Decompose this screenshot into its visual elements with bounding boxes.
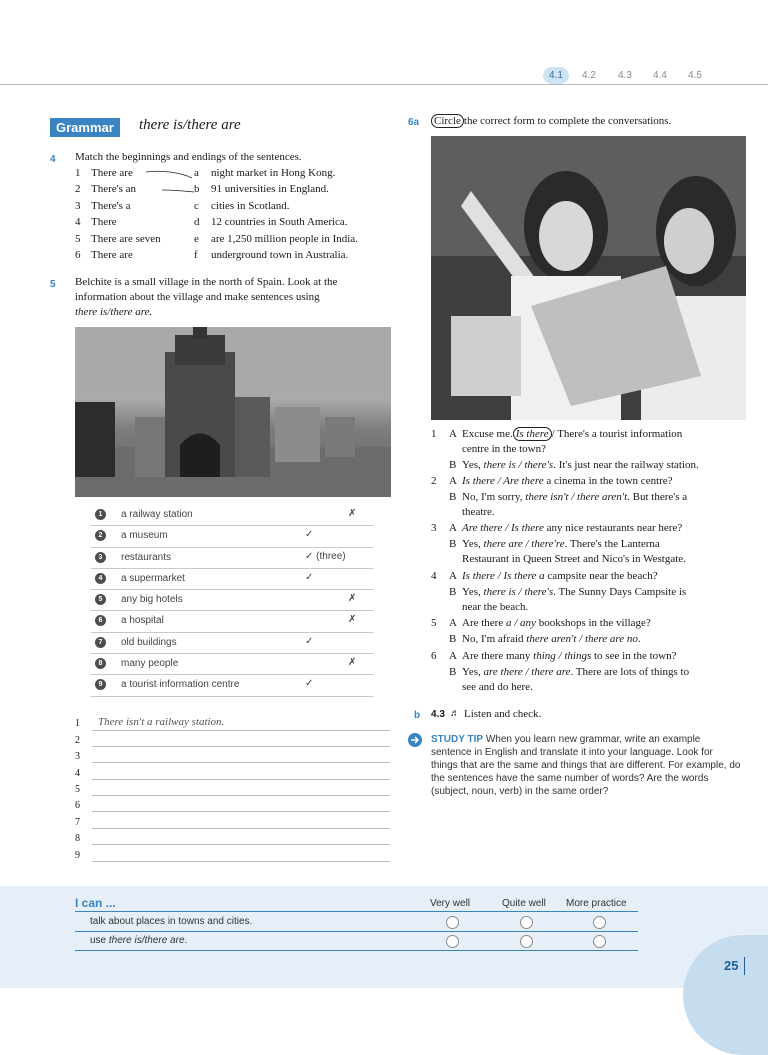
line-a [462, 521, 682, 535]
answer-line[interactable] [92, 861, 390, 862]
speaker-b: B [449, 491, 457, 503]
exercise-5-number: 5 [50, 279, 56, 290]
line-a [462, 649, 676, 663]
answer-line[interactable] [92, 762, 390, 763]
choice[interactable]: there are / there're [483, 538, 565, 550]
table-row [91, 526, 373, 547]
section-tab-4-5[interactable]: 4.5 [688, 70, 702, 81]
rating-quite-well[interactable] [520, 935, 533, 948]
answer-number: 2 [75, 735, 80, 746]
ican-col-very-well: Very well [430, 898, 471, 909]
choice[interactable]: are there / there are [483, 666, 571, 678]
table-row [91, 590, 373, 611]
study-tip-text: When you learn new grammar, write an example sentence in English and translate it into your language. Look for things that are the same and things that are different. For example, do the sentences have the same number of words? Are the words (subject, noun, verb) in the same order? [431, 734, 741, 797]
speaker-b: B [449, 666, 457, 678]
rating-very-well[interactable] [446, 916, 459, 929]
speaker-b: B [449, 459, 457, 471]
text: use [90, 935, 109, 946]
ican-title: I can ... [75, 896, 116, 910]
item-number: 9 [95, 679, 106, 690]
answer-number: 4 [75, 768, 80, 779]
ican-divider [75, 950, 638, 951]
list-item: There are [91, 167, 133, 179]
speaker-a: A [449, 570, 457, 582]
section-tab-4-3[interactable]: 4.3 [618, 70, 632, 81]
line-b [462, 585, 686, 599]
rating-quite-well[interactable] [520, 916, 533, 929]
conversation-number: 5 [431, 617, 437, 629]
cross-mark: ✗ [348, 614, 357, 626]
answer-line[interactable] [92, 730, 390, 731]
answer-line[interactable] [92, 795, 390, 796]
check-mark: ✓ [305, 571, 314, 583]
table-row [91, 569, 373, 590]
text: . It's just near the railway station. [553, 459, 699, 471]
speaker-a: A [449, 428, 457, 440]
text: a cinema in the town centre? [543, 475, 673, 487]
text: campsite near the beach? [544, 570, 658, 582]
answer-example: There isn't a railway station. [98, 716, 225, 728]
text: . There's the Lanterna [564, 538, 660, 550]
item-number: 1 [95, 509, 106, 520]
circle-word: Circle [431, 114, 464, 128]
table-row [91, 505, 373, 526]
page-number: 25 [724, 958, 739, 973]
line-b-cont: near the beach. [462, 601, 529, 613]
text: No, I'm sorry, [462, 491, 526, 503]
line-b [462, 537, 660, 551]
match-arrow [140, 168, 200, 198]
conversation-number: 3 [431, 522, 437, 534]
answer-number: 5 [75, 784, 80, 795]
check-mark: ✓ (three) [305, 550, 346, 562]
exercise-6a-instruction [431, 114, 671, 129]
list-item-letter: f [194, 249, 198, 261]
item-label: many people [121, 658, 179, 670]
item-number: 2 [95, 530, 106, 541]
item-number: 8 [95, 658, 106, 669]
speaker-b: B [449, 633, 457, 645]
line-a [462, 427, 682, 441]
list-item: cities in Scotland. [211, 200, 290, 212]
item-label: any big hotels [121, 594, 183, 606]
section-tab-4-4[interactable]: 4.4 [653, 70, 667, 81]
choice[interactable]: there is / there's [483, 459, 554, 471]
line-a [462, 616, 651, 630]
belchite-photo [75, 327, 391, 497]
ican-divider [75, 911, 638, 912]
list-item-letter: e [194, 233, 199, 245]
text: Are there many [462, 650, 534, 662]
item-label: a hospital [121, 615, 164, 627]
answer-number: 9 [75, 850, 80, 861]
study-tip [431, 733, 741, 798]
exercise-6a-instruction-text: the correct form to complete the conversations. [463, 115, 672, 127]
speaker-b: B [449, 586, 457, 598]
ican-row-1: talk about places in towns and cities. [90, 916, 253, 927]
text: Excuse me. [462, 428, 513, 440]
text: No, I'm afraid [462, 633, 527, 645]
grammar-title: there is/there are [139, 117, 241, 133]
list-item: 91 universities in England. [211, 183, 329, 195]
choice[interactable]: there isn't / there aren't [525, 491, 628, 503]
line-b [462, 665, 689, 679]
text: . But there's a [627, 491, 688, 503]
item-number: 5 [95, 594, 106, 605]
table-row [91, 611, 373, 632]
table-row [91, 675, 373, 696]
answer-line[interactable] [92, 746, 390, 747]
arrow-right-icon [408, 733, 422, 747]
cross-mark: ✗ [348, 593, 357, 605]
exercise-6b-instruction: Listen and check. [464, 708, 542, 720]
text: Yes, [462, 666, 484, 678]
cross-mark: ✗ [348, 657, 357, 669]
exercise-6b-number: b [414, 710, 421, 721]
text: . [184, 935, 188, 946]
line-b [462, 458, 699, 472]
exercise-5-instruction-line: information about the village and make sentences using [75, 291, 320, 303]
conversation-number: 4 [431, 570, 437, 582]
line-b-cont: see and do here. [462, 681, 533, 693]
list-item-letter: d [194, 216, 200, 228]
choice[interactable]: a / any [505, 617, 536, 629]
list-item: night market in Hong Kong. [211, 167, 336, 179]
choice[interactable]: there aren't / there are no [526, 633, 638, 645]
item-label: restaurants [121, 551, 172, 563]
rating-very-well[interactable] [446, 935, 459, 948]
item-label: a tourist information centre [121, 679, 240, 691]
list-item: 12 countries in South America. [211, 216, 348, 228]
text: . [637, 633, 641, 645]
item-number: 6 [95, 615, 106, 626]
text: Yes, [462, 459, 484, 471]
answer-number: 3 [75, 751, 80, 762]
text: Are there [462, 617, 506, 629]
item-number: 4 [95, 573, 106, 584]
line-b [462, 490, 687, 504]
speaker-a: A [449, 522, 457, 534]
text: any nice restaurants near here? [543, 522, 683, 534]
study-tip-label: STUDY TIP [431, 734, 484, 745]
answer-line[interactable] [92, 811, 390, 812]
list-item-letter: b [194, 183, 200, 195]
check-mark: ✓ [305, 529, 314, 541]
list-item: are 1,250 million people in India. [211, 233, 358, 245]
exercise-4-instruction: Match the beginnings and endings of the sentences. [75, 151, 302, 163]
section-tab-4-2[interactable]: 4.2 [582, 70, 596, 81]
conversation-number: 1 [431, 428, 437, 440]
answer-line[interactable] [92, 844, 390, 845]
text: Yes, [462, 586, 484, 598]
answer-number: 7 [75, 817, 80, 828]
table-row [91, 548, 373, 569]
circled-answer: Is there [513, 427, 552, 441]
ican-col-quite-well: Quite well [502, 898, 546, 909]
conversation-number: 6 [431, 650, 437, 662]
text: Yes, [462, 538, 484, 550]
audio-icon[interactable]: ♬ [450, 708, 460, 719]
cross-mark: ✗ [348, 508, 357, 519]
choice[interactable]: Is there / Is there a [462, 570, 545, 582]
line-a [462, 569, 658, 583]
list-item: underground town in Australia. [211, 249, 349, 261]
answer-number: 1 [75, 718, 80, 729]
exercise-5-instruction-line: there is/there are. [75, 306, 153, 318]
list-item: There [91, 216, 117, 228]
list-item: There are [91, 249, 133, 261]
rating-more-practice[interactable] [593, 935, 606, 948]
text: bookshops in the village? [535, 617, 651, 629]
rating-more-practice[interactable] [593, 916, 606, 929]
choice[interactable]: thing / things [533, 650, 592, 662]
item-label: a railway station [121, 509, 193, 520]
section-tab-4-1[interactable]: 4.1 [543, 67, 569, 84]
answer-number: 8 [75, 833, 80, 844]
list-item-number: 1 [75, 167, 81, 179]
ican-divider [75, 931, 638, 932]
item-number: 7 [95, 637, 106, 648]
table-row [91, 654, 373, 675]
item-label: old buildings [121, 636, 177, 648]
list-item-number: 4 [75, 216, 81, 228]
item-label: a museum [121, 530, 168, 542]
line-a-cont: centre in the town? [462, 443, 546, 455]
text: / There's a tourist information [551, 428, 683, 440]
audio-track-number[interactable]: 4.3 [431, 709, 445, 720]
exercise-4-number: 4 [50, 154, 56, 165]
line-b-cont: theatre. [462, 506, 495, 518]
list-item: There's an [91, 183, 137, 195]
speaker-b: B [449, 538, 457, 550]
grammar-badge: Grammar [50, 118, 120, 137]
village-info-table [91, 505, 373, 697]
line-a [462, 474, 673, 488]
text: . There are lots of things to [570, 666, 690, 678]
answer-line[interactable] [92, 779, 390, 780]
table-row [91, 633, 373, 654]
tourists-photo [431, 136, 746, 420]
list-item-number: 6 [75, 249, 81, 261]
item-number: 3 [95, 552, 106, 563]
list-item-letter: a [194, 167, 199, 179]
answer-line[interactable] [92, 828, 390, 829]
list-item: There are seven [91, 233, 161, 245]
choice[interactable]: Is there / Are there [462, 475, 544, 487]
choice[interactable]: Are there / Is there [462, 522, 544, 534]
exercise-5-instruction-line: Belchite is a small village in the north of Spain. Look at the [75, 276, 338, 288]
ican-col-more-practice: More practice [566, 898, 627, 909]
speaker-a: A [449, 475, 457, 487]
list-item-letter: c [194, 200, 199, 212]
answer-number: 6 [75, 800, 80, 811]
list-item-number: 3 [75, 200, 81, 212]
speaker-a: A [449, 617, 457, 629]
list-item-number: 5 [75, 233, 81, 245]
check-mark: ✓ [305, 678, 314, 690]
page-number-divider [744, 957, 745, 975]
list-item-number: 2 [75, 183, 81, 195]
exercise-6a-number: 6a [408, 117, 420, 128]
speaker-a: A [449, 650, 457, 662]
choice[interactable]: there is / there's [483, 586, 554, 598]
line-b [462, 632, 641, 646]
ican-row-2 [90, 935, 187, 946]
text: there is/there are [108, 935, 185, 946]
text: . The Sunny Days Campsite is [553, 586, 687, 598]
line-b-cont: Restaurant in Queen Street and Nico's in Westgate. [462, 553, 686, 565]
check-mark: ✓ [305, 635, 314, 647]
list-item: There's a [91, 200, 131, 212]
item-label: a supermarket [121, 572, 185, 584]
top-divider [0, 84, 768, 85]
text: to see in the town? [591, 650, 677, 662]
conversation-number: 2 [431, 475, 437, 487]
